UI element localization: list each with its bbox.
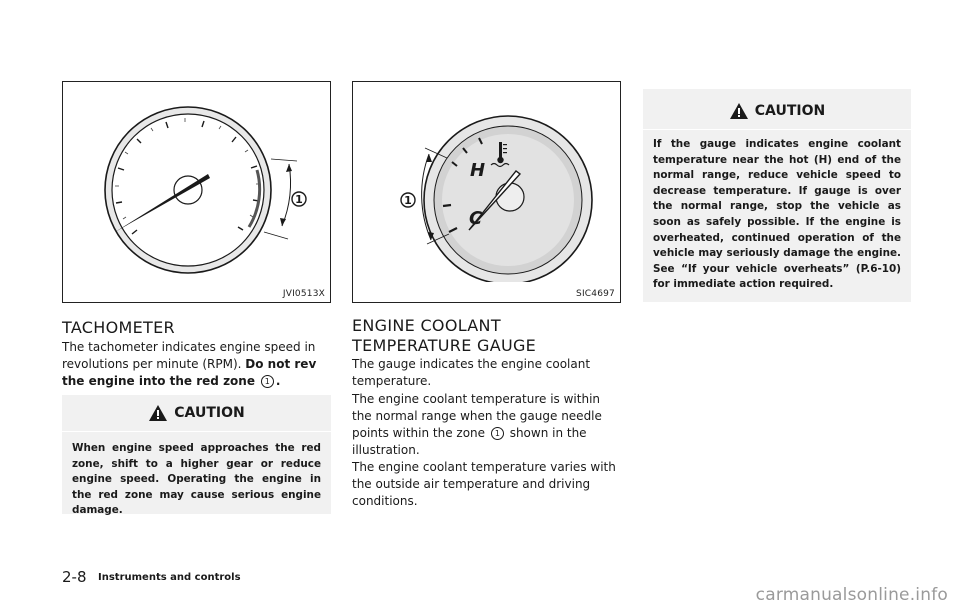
gauge-cold-label: C (469, 208, 483, 229)
callout-1-inline-marker: 1 (491, 427, 504, 440)
callout-1-inline-marker: 1 (261, 375, 274, 388)
callout-1-label: 1 (295, 193, 303, 206)
page-number: 2-8 (62, 568, 87, 586)
tachometer-figure (62, 81, 331, 303)
gauge-hot-label: H (470, 160, 486, 181)
warning-triangle-icon (148, 404, 168, 422)
callout-1-label: 1 (404, 194, 412, 207)
figure-code: SIC4697 (576, 289, 615, 299)
caution-title: CAUTION (754, 103, 826, 119)
caution-text: When engine speed approaches the red zone, shift to a higher gear or reduce engine speed. Operating the engine in the red zone may cause serious engine damage. (72, 442, 321, 517)
caution-header (62, 395, 331, 432)
coolant-para-2: The engine coolant temperature is within the normal range when the gauge needle points within the zone 1 shown in the illustration. (352, 392, 602, 457)
caution-text: If the gauge indicates engine coolant temperature near the hot (H) end of the normal range, reduce vehicle speed to decrease temperature. If gauge is over the normal range, stop the vehicle as soon as safely possible. If the engine is overheated, continued operation of the vehicle may seriously damage the engine. See “If your vehicle overheats” (P.6-10) for immediate action required. (653, 138, 901, 291)
tachometer-illustration (63, 82, 330, 282)
section-heading-coolant-gauge: ENGINE COOLANT TEMPERATURE GAUGE (352, 316, 537, 355)
coolant-gauge-illustration (353, 82, 620, 282)
coolant-gauge-figure (352, 81, 621, 303)
caution-header (643, 93, 911, 130)
coolant-caution-box (643, 89, 911, 302)
caution-title: CAUTION (174, 405, 245, 421)
coolant-para-3: The engine coolant temperature varies with the outside air temperature and driving conditions. (352, 460, 616, 508)
watermark: carmanualsonline.info (755, 585, 948, 605)
coolant-para-1: The gauge indicates the engine coolant temperature. (352, 357, 591, 388)
section-heading-tachometer: TACHOMETER (62, 318, 175, 337)
tachometer-description: The tachometer indicates engine speed in revolutions per minute (RPM). Do not rev the engine into the red zone 1 . (62, 340, 317, 388)
section-title: Instruments and controls (98, 572, 241, 583)
warning-triangle-icon (729, 102, 749, 120)
figure-code: JVI0513X (282, 289, 325, 299)
tachometer-caution-box (62, 395, 331, 517)
